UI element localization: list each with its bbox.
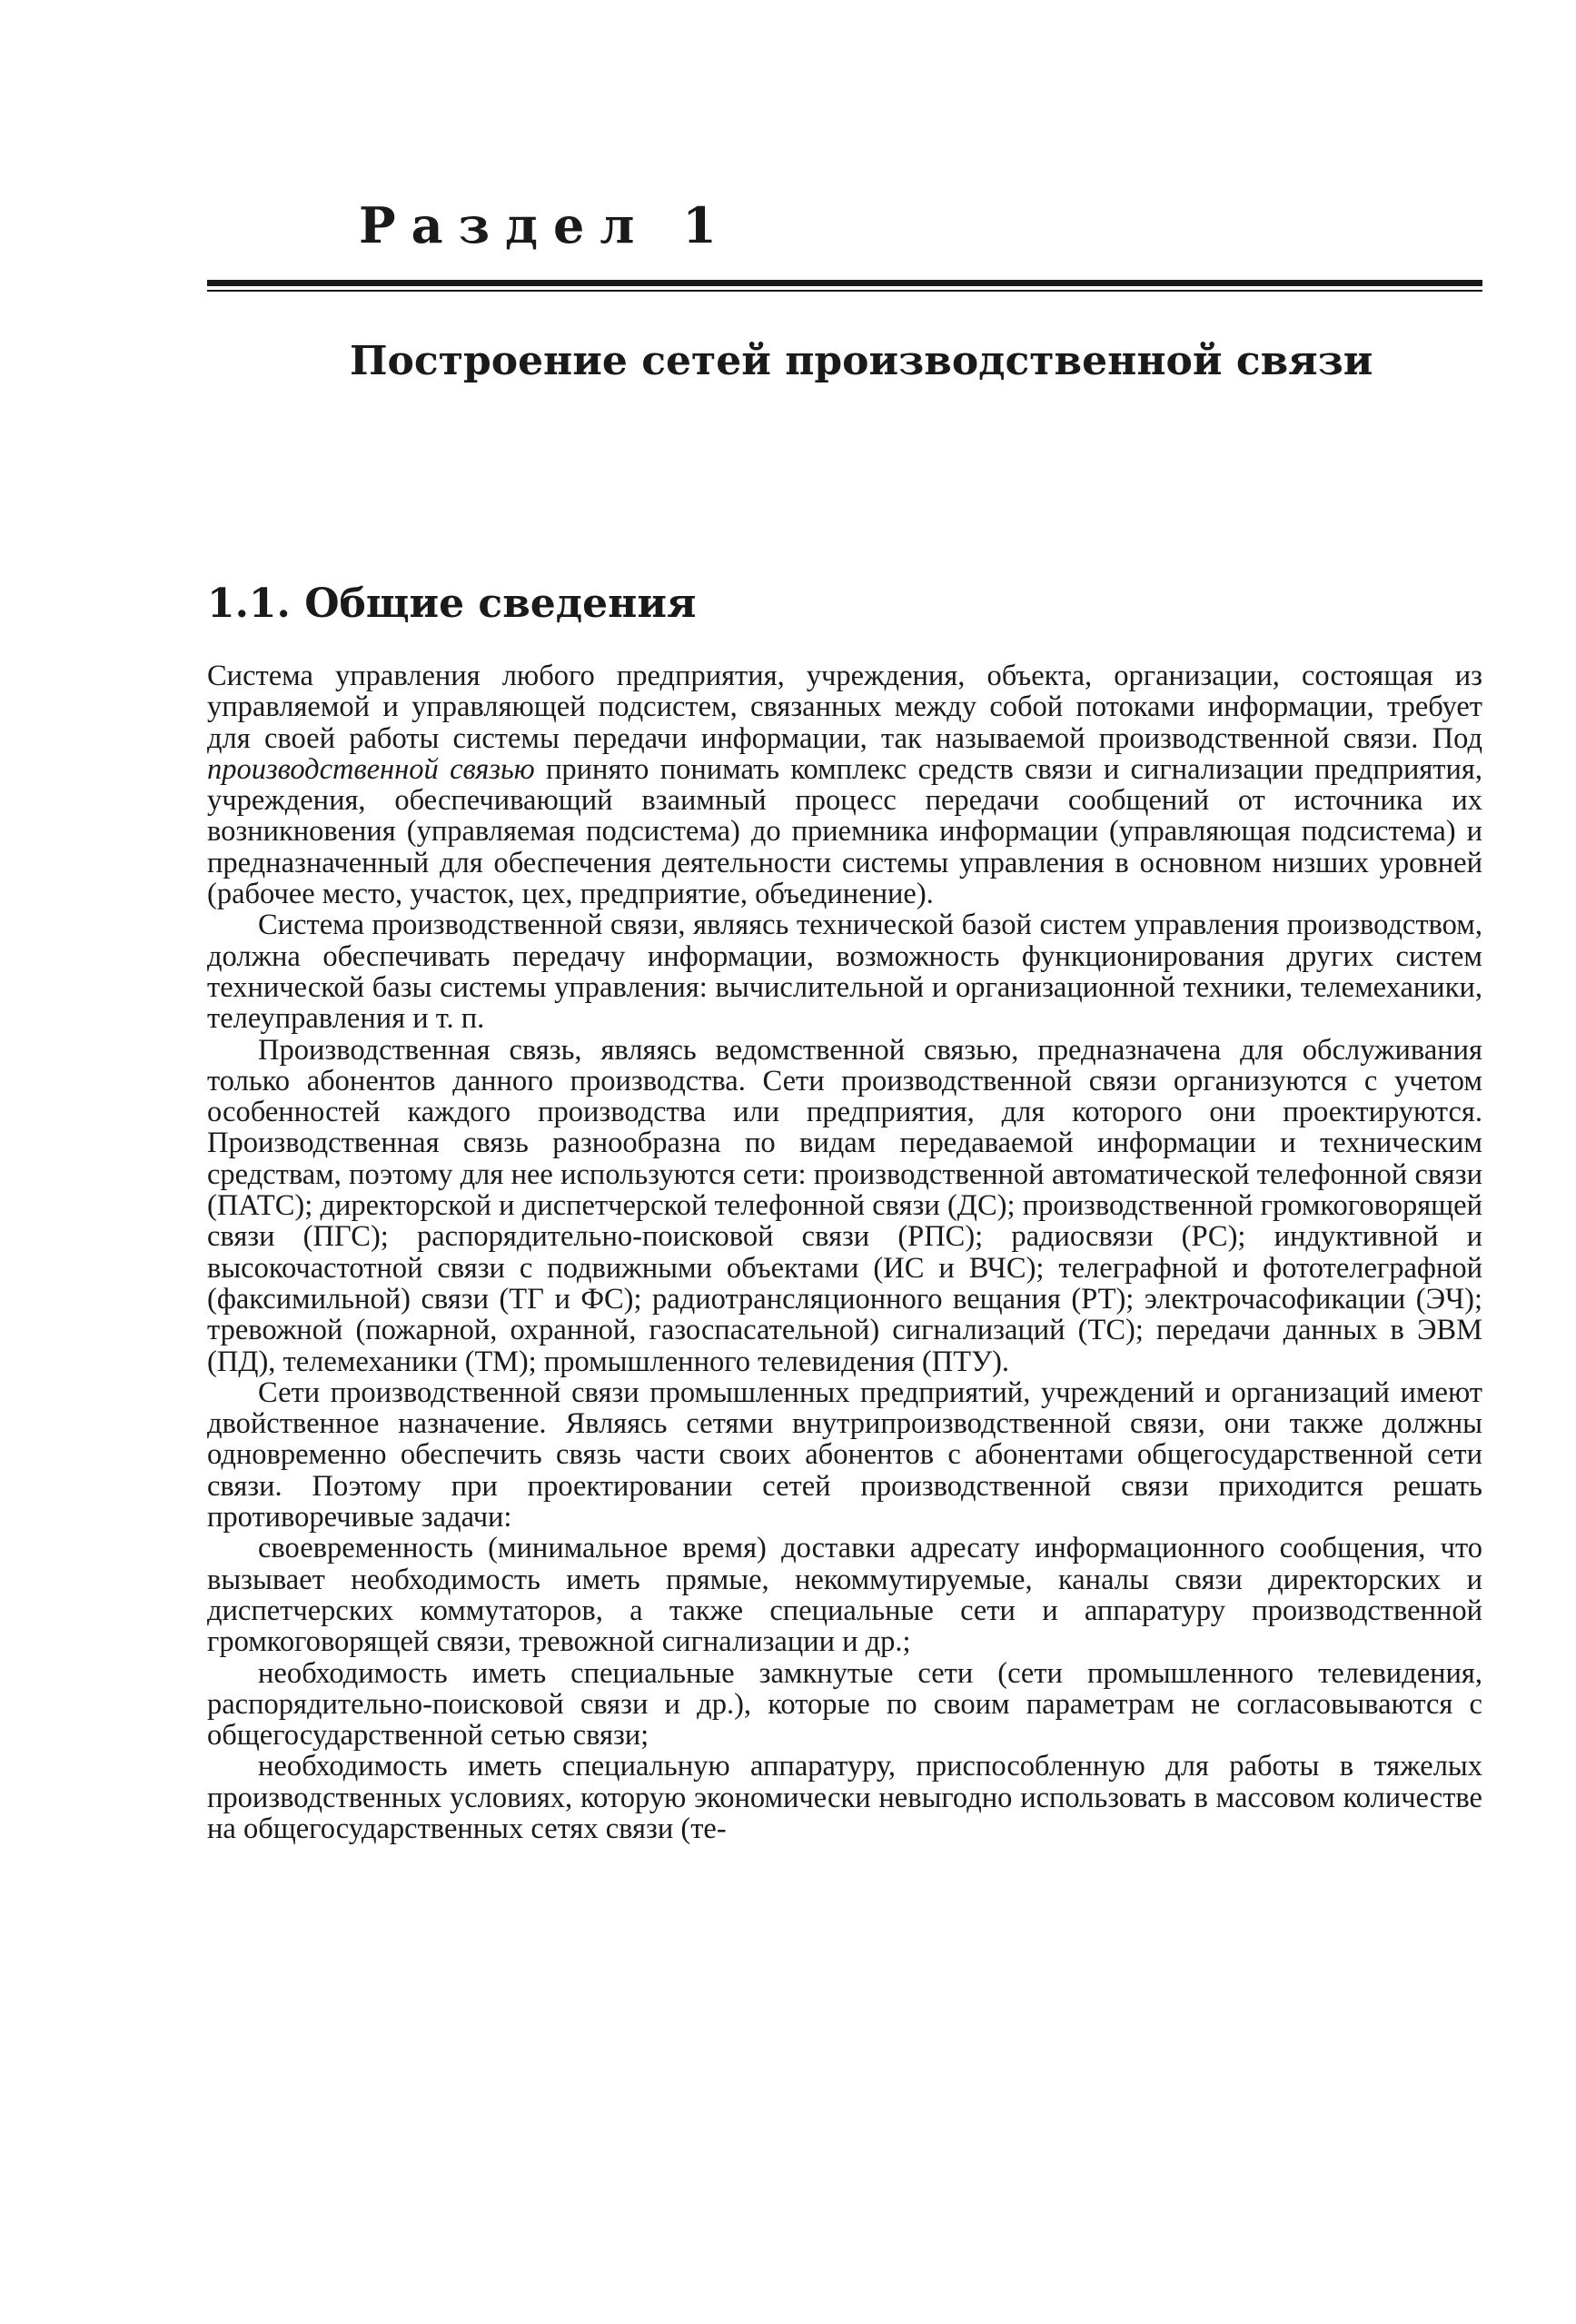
- header-rule-thin: [207, 290, 1482, 292]
- paragraph-4: Сети производственной связи промышленных предприятий, учреждений и организаций имеют двойственное назначение. Являясь сетями внутрипроизводственной связи, они также должны одновременно обеспечить связь части своих абонентов с абонентами общегосударственной сети связи. Поэтому при проектировании сетей производственной связи приходится решать противоречивые задачи:: [207, 1376, 1482, 1534]
- paragraph-1: [207, 660, 1482, 909]
- part-title: Построение сетей производственной связи: [350, 338, 1373, 384]
- paragraph-1-after: принято понимать комплекс средств связи и сигнализации предприятия, учреждения, обеспечивающий взаимный процесс передачи сообщений от источника их возникновения (управляемая подсистема) до приемника информации (управляющая подсистема) и предназначенный для обеспечения деятельности системы управления в основном низших уровней (рабочее место, участок, цех, предприятие, объединение).: [207, 752, 1482, 911]
- header-rule-thick: [207, 280, 1482, 286]
- list-item-timeliness: своевременность (минимальное время) доставки адресату информационного сообщения, что вызывает необходимость иметь прямые, некоммутируемые, каналы связи директорских и диспетчерских коммутаторов, а также специальные сети и аппаратуру производственной громкоговорящей связи, тревожной сигнализации и др.;: [207, 1532, 1482, 1659]
- subsection-title: Общие сведения: [304, 581, 697, 627]
- subsection-number: 1.1.: [207, 581, 291, 627]
- subsection-heading: [207, 572, 696, 636]
- paragraph-1-before: Система управления любого предприятия, учреждения, объекта, организации, состоящая из управляемой и управляющей подсистем, связанных между собой потоками информации, требует для своей работы системы передачи информации, так называемой производственной связи. Под: [207, 660, 1482, 755]
- paragraph-2: Система производственной связи, являясь технической базой систем управления производством, должна обеспечивать передачу информации, возможность функционирования других систем технической базы системы управления: вычислительной и организационной техники, телемеханики, телеуправления и т. п.: [207, 909, 1482, 1036]
- list-item-closed-networks: необходимость иметь специальные замкнутые сети (сети промышленного телевидения, распорядительно-поисковой связи и др.), которые по своим параметрам не согласовываются с общегосударственной сетью связи;: [207, 1656, 1482, 1753]
- list-item-special-equipment: необходимость иметь специальную аппаратуру, приспособленную для работы в тяжелых производственных условиях, которую экономически невыгодно использовать в массовом количестве на общегосударственных сетях связи (те-: [207, 1750, 1482, 1845]
- paragraph-3: Производственная связь, являясь ведомственной связью, предназначена для обслуживания только абонентов данного производства. Сети производственной связи организуются с учетом особенностей каждого производства или предприятия, для которого они проектируются. Производственная связь разнообразна по видам передаваемой информации и техническим средствам, поэтому для нее используются сети: производственной автоматической телефонной связи (ПАТС); директорской и диспетчерской телефонной связи (ДС); производственной громкоговорящей связи (ПГС); распорядительно-поисковой связи (РПС); радиосвязи (РС); индуктивной и высокочастотной связи с подвижными объектами (ИС и ВЧС); телеграфной и фототелеграфной (факсимильной) связи (ТГ и ФС); радиотрансляционного вещания (РТ); электрочасофикации (ЭЧ); тревожной (пожарной, охранной, газоспасательной) сигнализаций (ТС); передачи данных в ЭВМ (ПД), телемеханики (ТМ); промышленного телевидения (ПТУ).: [207, 1033, 1482, 1378]
- body-text: [207, 660, 1482, 1844]
- section-label: Раздел 1: [359, 196, 732, 254]
- defined-term: производственной связью: [207, 752, 535, 786]
